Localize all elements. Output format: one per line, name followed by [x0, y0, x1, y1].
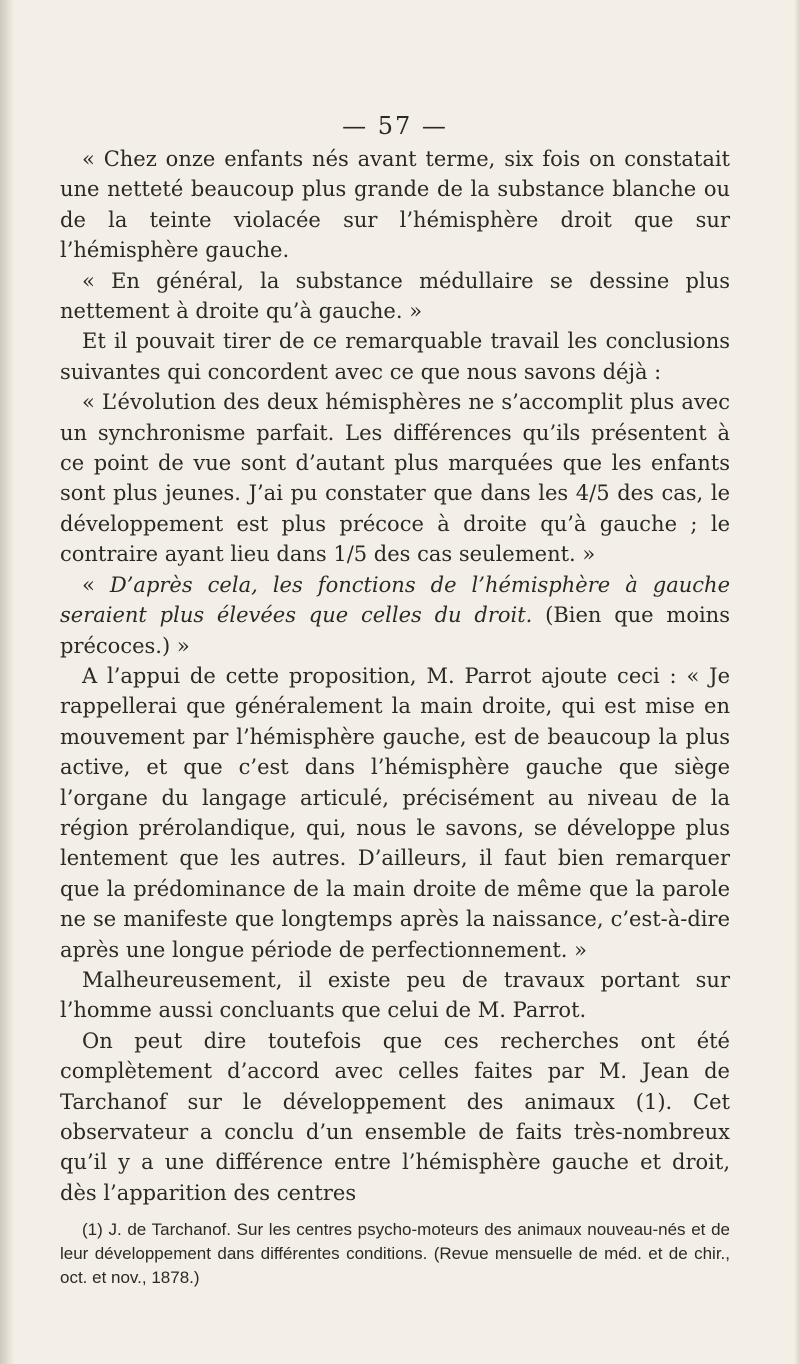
paragraph-italic-quote — [60, 570, 730, 661]
page-edge-right — [794, 0, 800, 1364]
footnote — [60, 1218, 730, 1290]
footnote-text: (1) J. de Tarchanof. Sur les centres psycho-moteurs des animaux nouveau-nés et de leur développement dans différentes conditions. (Revue mensuelle de méd. et de chir., oct. et nov., 1878.) — [60, 1220, 730, 1287]
paragraph: « Chez onze enfants nés avant terme, six fois on constatait une netteté beaucoup plus grande de la substance blanche ou de la teinte violacée sur l’hémisphère droit que sur l’hémisphère gauche. — [60, 147, 730, 263]
page-edge-left — [0, 0, 14, 1364]
paragraph: On peut dire toutefois que ces recherches ont été complètement d’accord avec celles faites par M. Jean de Tarchanof sur le développement des animaux (1). Cet observateur a conclu d’un ensemble de faits très-nombreux qu’il y a une différence entre l’hémisphère gauche et droit, dès l’apparition des centres — [60, 1028, 730, 1205]
body-text — [60, 144, 730, 1208]
quote-open: « — [82, 572, 110, 597]
page-number: — 57 — — [342, 112, 448, 140]
paragraph: Et il pouvait tirer de ce remarquable travail les conclusions suivantes qui concordent avec ce que nous savons déjà : — [60, 329, 730, 384]
italic-quote: D’après cela, les fonctions de l’hémisphère à gauche seraient plus élevées que celles du droit. — [60, 572, 730, 628]
quote-rest: (Bien que moins précoces.) » — [60, 603, 730, 658]
paragraph: « L’évolution des deux hémisphères ne s’accomplit plus avec un synchronisme parfait. Les différences qu’ils présentent à ce point de vue sont d’autant plus marquées que les enfants sont plus jeunes. J’ai pu constater que dans les 4/5 des cas, le développement est plus précoce à droite qu’à gauche ; le contraire ayant lieu dans 1/5 des cas seulement. » — [60, 390, 730, 567]
paragraph: « En général, la substance médullaire se dessine plus nettement à droite qu’à gauche. » — [60, 268, 730, 324]
paragraph: A l’appui de cette proposition, M. Parrot ajoute ceci : « Je rappellerai que généralement la main droite, qui est mise en mouvement par l’hémisphère gauche, est de beaucoup la plus active, et que c’est dans l’hémisphère gauche que siège l’organe du langage articulé, précisément au niveau de la région prérolandique, qui, nous le savons, se développe plus lentement que les autres. D’ailleurs, il faut bien remarquer que la prédominance de la main droite de même que la parole ne se manifeste que longtemps après la naissance, c’est-à-dire après une longue période de perfectionnement. » — [60, 663, 730, 962]
paragraph: Malheureusement, il existe peu de travaux portant sur l’homme aussi concluants que celui de M. Parrot. — [60, 967, 730, 1023]
